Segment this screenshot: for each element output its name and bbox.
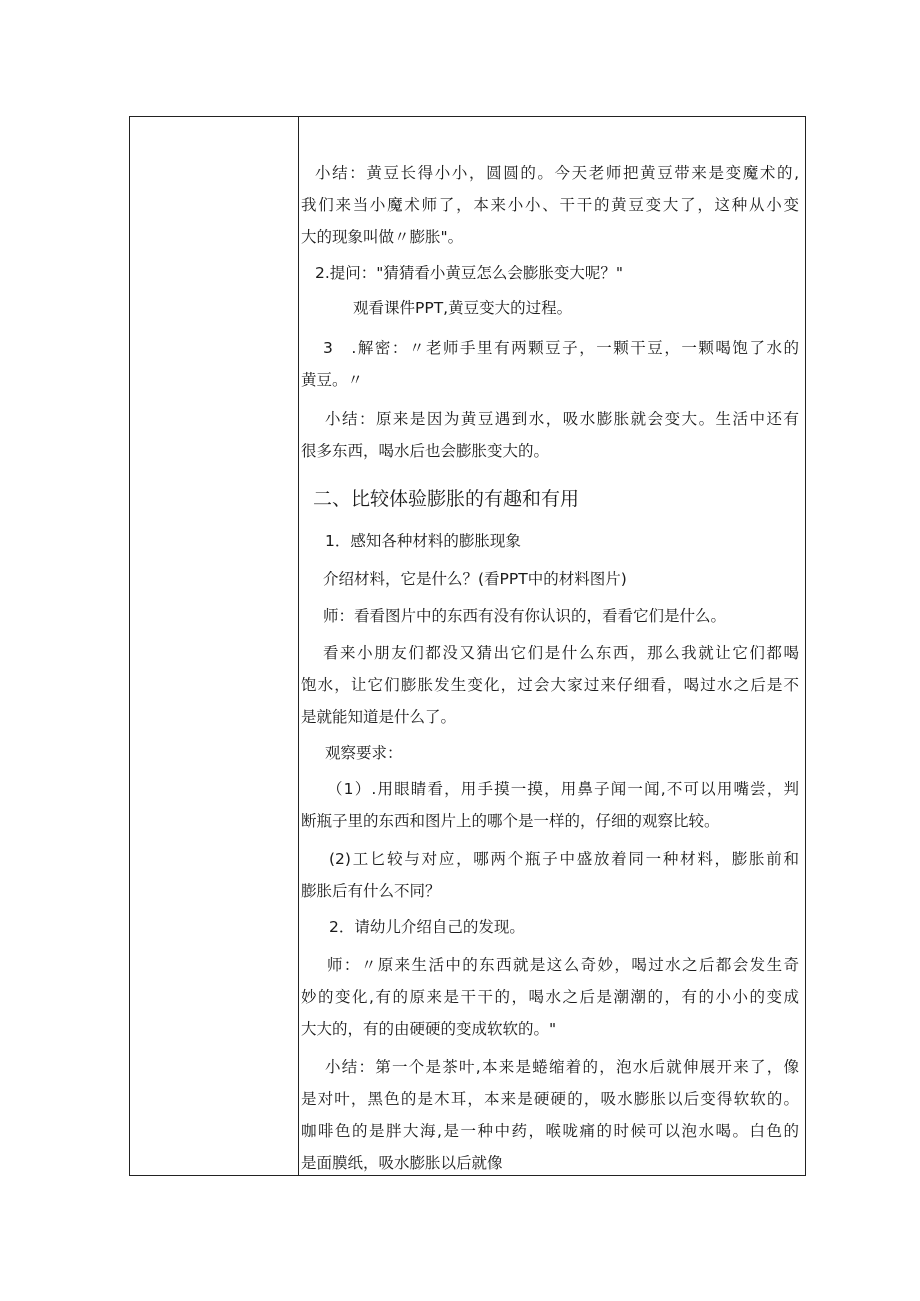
text-line: 师：〃原来生活中的东西就是这么奇妙，喝过水之后都会发生奇 [327, 956, 799, 974]
text-line: (2)工匕较与对应，哪两个瓶子中盛放着同一种材料，膨胀前和 [329, 850, 799, 868]
text-line: 黄豆。〃 [301, 371, 364, 389]
text-line: 妙的变化,有的原来是干干的，喝水之后是潮潮的，有的小小的变成 [301, 988, 799, 1006]
text-line: 咖啡色的是胖大海,是一种中药，喉咙痛的时候可以泡水喝。白色的 [301, 1122, 799, 1140]
text-line: 1．感知各种材料的膨胀现象 [325, 532, 521, 550]
section-heading: 二、比较体验膨胀的有趣和有用 [313, 488, 580, 510]
text-line: 观看课件PPT,黄豆变大的过程。 [353, 299, 573, 317]
text-line: （1）.用眼睛看，用手摸一摸，用鼻子闻一闻,不可以用嘴尝，判 [327, 780, 799, 798]
lesson-table [129, 116, 806, 1176]
text-line: 小结：第一个是茶叶,本来是蜷缩着的，泡水后就伸展开来了，像 [325, 1058, 799, 1076]
text-line: 2．请幼儿介绍自己的发现。 [329, 918, 525, 936]
text-line: 大的现象叫做〃膨胀"。 [301, 228, 464, 246]
text-line: 饱水，让它们膨胀发生变化，过会大家过来仔细看，喝过水之后是不 [301, 676, 799, 694]
text-line: 3 .解密：〃老师手里有两颗豆子，一颗干豆，一颗喝饱了水的 [323, 339, 799, 357]
text-line: 很多东西，喝水后也会膨胀变大的。 [301, 442, 550, 460]
text-line: 师：看看图片中的东西有没有你认识的，看看它们是什么。 [323, 607, 727, 625]
text-line: 观察要求： [325, 744, 403, 762]
text-line: 2.提问："猜猜看小黄豆怎么会膨胀变大呢？" [315, 264, 624, 282]
text-line: 大大的，有的由硬硬的变成软软的。" [301, 1020, 557, 1038]
text-line: 小结：原来是因为黄豆遇到水，吸水膨胀就会变大。生活中还有 [325, 410, 799, 428]
text-line: 小结：黄豆长得小小，圆圆的。今天老师把黄豆带来是变魔术的, [315, 164, 799, 182]
text-line: 是对叶，黑色的是木耳，本来是硬硬的，吸水膨胀以后变得软软的。 [301, 1090, 799, 1108]
text-line: 我们来当小魔术师了，本来小小、干干的黄豆变大了，这种从小变 [301, 196, 799, 214]
text-line: 介绍材料，它是什么？(看PPT中的材料图片) [323, 570, 627, 588]
text-line: 看来小朋友们都没又猜出它们是什么东西，那么我就让它们都喝 [323, 644, 799, 662]
text-line: 是面膜纸，吸水膨胀以后就像 [301, 1154, 503, 1172]
text-line: 断瓶子里的东西和图片上的哪个是一样的，仔细的观察比较。 [301, 812, 720, 830]
text-line: 是就能知道是什么了。 [301, 708, 457, 726]
table-left-cell [130, 117, 299, 1175]
text-line: 膨胀后有什么不同？ [301, 882, 441, 900]
table-content-cell [299, 117, 805, 1175]
